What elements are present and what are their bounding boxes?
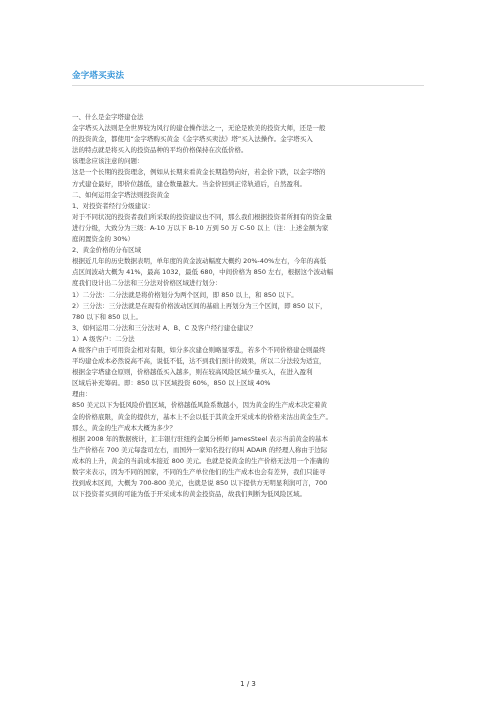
text-line: 根据金字塔建仓原则，价格越低买入越多，则在较高风险区域少量买入，在进入盈利 [72, 368, 313, 377]
text-line: 850 美元以下为低风险价值区域，价格越低风险系数越小，因为黄金的生产成本决定着黄 [72, 401, 327, 410]
text-line: A 级客户由于可用资金相对有限，如分多次建仓则略显零乱，若多个不同价格建仓则最终 [72, 345, 326, 354]
text-line: 一、什么是金字塔建仓法 [72, 113, 144, 121]
text-line: 根据近几年的历史数据表明，单年度的黄金波动幅度大概约 20%-40%左右，今年的高低 [72, 257, 327, 266]
text-line: 1）A 级客户：二分法 [72, 334, 135, 343]
text-line: 那么，黄金的生产成本大概为多少？ [72, 423, 176, 432]
text-line: 1）二分法：二分法就是将价格划分为两个区间，即 850 以上，和 850 以下。 [72, 290, 298, 299]
title-divider [72, 85, 424, 86]
text-line: 3、如何运用二分法和三分法对 A、B、C 及客户经行建仓建议？ [72, 323, 257, 332]
text-line: 金的价格底限，黄金的提供方，基本上不会以低于其黄金开采成本的价格来沽出黄金生产。 [72, 412, 332, 421]
text-line: 数字来表示，因为不同的国家，不同的生产单位他们的生产成本也会有差异，我们只能寻 [72, 468, 326, 476]
text-line: 2、黄金价格的分布区域 [72, 246, 142, 255]
text-line: 庭闲置资金的 30%） [72, 235, 135, 244]
document-title: 金字塔买卖法 [72, 71, 125, 81]
text-line: 二、如何运用金字塔法则投资黄金 [72, 190, 170, 199]
text-line: 780 以下和 850 以上。 [72, 312, 143, 321]
text-line: 成本的上升，黄金的当前成本接近 800 美元。也就是说黄金的生产价格无法用一个准确的 [72, 456, 330, 465]
text-line: 根据 2008 年的数据统计，汇丰银行驻纽约金属分析师 JamesSteel 表示当前黄金的基本 [72, 434, 328, 443]
text-line: 这是一个长期的投资理念，例如从长期来看黄金长期趋势向好，若金价下跌，以金字塔的 [72, 168, 326, 177]
text-line: 度我们设计出二分法和三分法对价格区域进行划分： [72, 279, 222, 288]
page-number: 1 / 3 [240, 680, 256, 688]
text-line: 法的特点就是将买入的投资品种的平均价格保持在次低价格。 [72, 146, 248, 155]
document-body [72, 112, 424, 500]
text-line: 点区间波动大概为 41%，最高 1032，最低 680，中间价格为 850 左右，根据这个波动幅 [72, 268, 334, 277]
text-line: 平均建仓成本必然说高不高，说低不低，达不到我们预计的效果，所以二分法较为适宜， [72, 357, 326, 366]
text-line: 理由： [72, 390, 92, 399]
text-line: 方式建仓最好，即价位越低，建仓数量越大。当金价回到正常轨道后，自然盈利。 [72, 179, 306, 188]
text-line: 以下投资者买到的可能为低于开采成本的黄金投资品，故我们判断为低风险区域。 [72, 490, 306, 499]
text-line: 对于不同状况的投资者我们所采取的投资建议也不同，那么我们根据投资者所拥有的资金量 [72, 212, 332, 221]
text-line: 金字塔买入法则是全世界较为风行的建仓操作法之一，无论是欧美的投资大师，还是一般 [72, 124, 326, 133]
text-line: 生产价格在 700 美元每盎司左右，而国外一家知名投行的叫 ADAIR 的经理人称由于边际 [72, 445, 328, 454]
text-line: 2）三分法：三分法就是在现有价格波动区间的基础上再划分为三个区间，即 850 以下， [72, 301, 327, 310]
text-line: 该理念应该注意的问题： [72, 157, 144, 166]
text-line: 找到成本区间，大概为 700-800 美元，也就是说 850 以下提供方无明显利润可言，700 [72, 479, 328, 488]
text-line: 1、对投资者经行分级建议： [72, 201, 155, 210]
text-line: 进行分级，大致分为三级：A-10 万以下 B-10 万到 50 万 C-50 以上（注：上述金额为家 [72, 223, 329, 232]
text-line: 区域后补充筹码。即：850 以下区域投资 60%，850 以上区域 40% [72, 379, 271, 388]
text-line: 的投资黄金，都使用“金字塔购买黄金《金字塔买卖法》塔”买入法操作。金字塔买入 [72, 135, 313, 144]
